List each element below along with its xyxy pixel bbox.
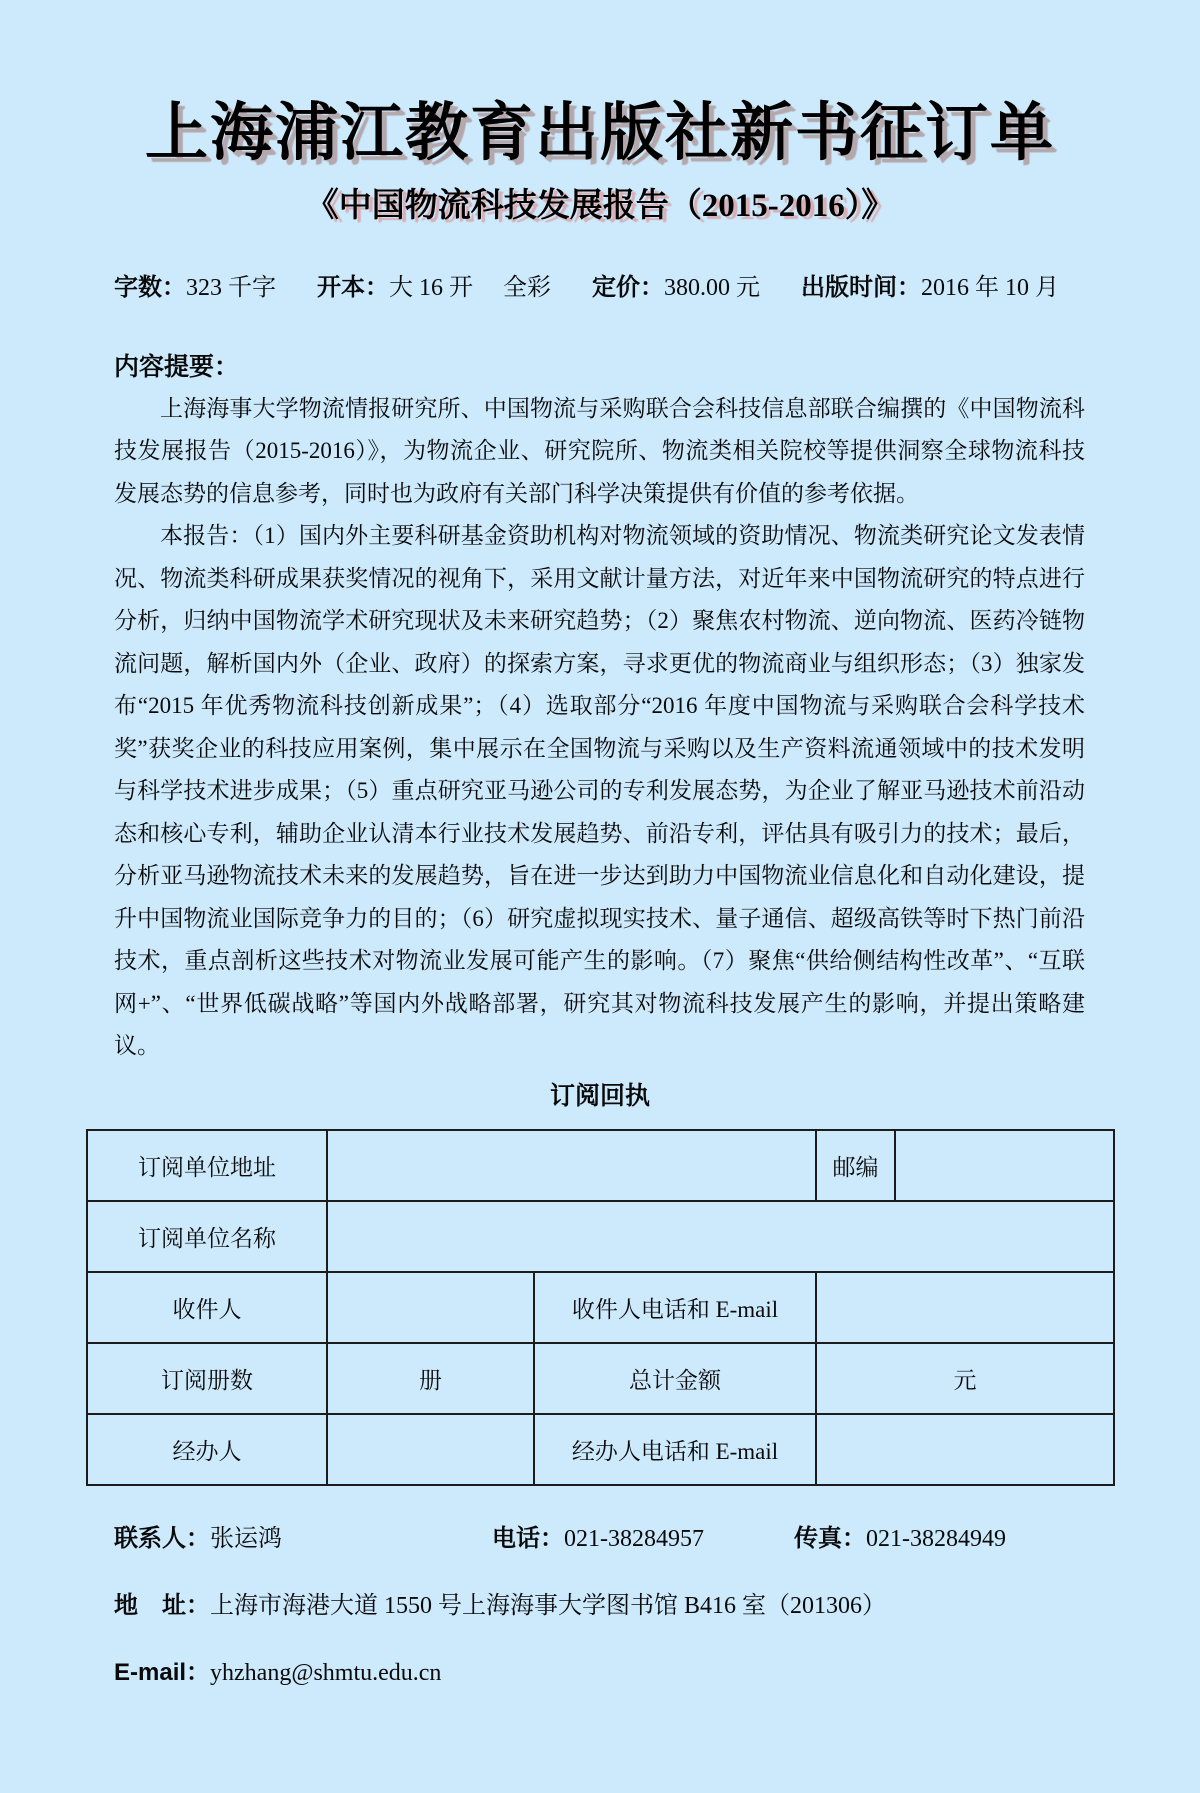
price-item bbox=[592, 267, 760, 302]
summary-heading: 内容提要： bbox=[114, 352, 240, 381]
contact-fax-label: 传真： bbox=[794, 1524, 866, 1552]
table-row-handler bbox=[87, 1414, 1114, 1485]
contact-person-label: 联系人： bbox=[114, 1524, 210, 1552]
contact-fax-value: 021-38284949 bbox=[866, 1525, 1006, 1552]
address-label-cell: 订阅单位地址 bbox=[87, 1130, 327, 1201]
quantity-input-cell[interactable]: 册 bbox=[327, 1343, 534, 1414]
postcode-label-cell: 邮编 bbox=[816, 1130, 895, 1201]
handler-label-cell: 经办人 bbox=[87, 1414, 327, 1485]
contact-phone-label: 电话： bbox=[492, 1524, 564, 1552]
price-label: 定价： bbox=[592, 273, 664, 301]
contact-email-label: E-mail： bbox=[114, 1658, 211, 1686]
recipient-input-cell[interactable] bbox=[327, 1272, 534, 1343]
table-row-quantity bbox=[87, 1343, 1114, 1414]
word-count-item bbox=[114, 267, 276, 302]
table-row-org-name bbox=[87, 1201, 1114, 1272]
handler-contact-input-cell[interactable] bbox=[816, 1414, 1114, 1485]
contact-fax-segment bbox=[794, 1522, 1006, 1556]
format-value: 大 16 开 bbox=[389, 274, 473, 301]
subscription-receipt-table bbox=[86, 1129, 1115, 1486]
total-input-cell[interactable]: 元 bbox=[816, 1343, 1114, 1414]
page-title: 上海浦江教育出版社新书征订单 bbox=[145, 98, 1055, 168]
format-item bbox=[317, 267, 551, 302]
contact-address-value: 上海市海港大道 1550 号上海海事大学图书馆 B416 室（201306） bbox=[210, 1592, 887, 1619]
price-value: 380.00 元 bbox=[664, 274, 760, 301]
contact-row-address bbox=[114, 1589, 1085, 1623]
quantity-label-cell: 订阅册数 bbox=[87, 1343, 327, 1414]
org-name-label-cell: 订阅单位名称 bbox=[87, 1201, 327, 1272]
content-summary-section bbox=[114, 352, 1085, 1068]
handler-contact-label-cell: 经办人电话和 E-mail bbox=[534, 1414, 816, 1485]
publish-date-value: 2016 年 10 月 bbox=[921, 274, 1059, 301]
postcode-input-cell[interactable] bbox=[895, 1130, 1114, 1201]
summary-paragraph-1: 上海海事大学物流情报研究所、中国物流与采购联合会科技信息部联合编撰的《中国物流科技发展报告（2015-2016）》，为物流企业、研究院所、物流类相关院校等提供洞察全球物流科技发展态势的信息参考，同时也为政府有关部门科学决策提供有价值的参考依据。 bbox=[114, 395, 1085, 506]
contact-address-segment bbox=[114, 1589, 886, 1623]
book-title: 《中国物流科技发展报告（2015-2016）》 bbox=[305, 187, 895, 224]
recipient-label-cell: 收件人 bbox=[87, 1272, 327, 1343]
table-row-address bbox=[87, 1130, 1114, 1201]
contact-person-segment bbox=[114, 1522, 492, 1556]
contact-address-label: 地 址： bbox=[114, 1591, 210, 1619]
contact-email-segment bbox=[114, 1656, 441, 1690]
publish-date-label: 出版时间： bbox=[801, 273, 921, 301]
contact-phone-segment bbox=[492, 1522, 794, 1556]
recipient-contact-input-cell[interactable] bbox=[816, 1272, 1114, 1343]
publish-date-item bbox=[801, 267, 1059, 302]
table-row-recipient bbox=[87, 1272, 1114, 1343]
color-spec-value: 全彩 bbox=[503, 274, 551, 301]
contact-row-email bbox=[114, 1656, 1085, 1690]
word-count-label: 字数： bbox=[114, 273, 186, 301]
subscription-receipt-table-wrap bbox=[86, 1129, 1113, 1486]
contact-email-value: yhzhang@shmtu.edu.cn bbox=[210, 1659, 442, 1686]
order-form-document bbox=[0, 96, 1200, 1793]
format-label: 开本： bbox=[317, 273, 389, 301]
org-name-input-cell[interactable] bbox=[327, 1201, 1114, 1272]
handler-input-cell[interactable] bbox=[327, 1414, 534, 1485]
contact-person-value: 张运鸿 bbox=[210, 1525, 282, 1552]
summary-paragraph-2: 本报告：（1）国内外主要科研基金资助机构对物流领域的资助情况、物流类研究论文发表情况、物流类科研成果获奖情况的视角下，采用文献计量方法，对近年来中国物流研究的特点进行分析，归纳中国物流学术研究现状及未来研究趋势；（2）聚焦农村物流、逆向物流、医药冷链物流问题，解析国内外（企业、政府）的探索方案，寻求更优的物流商业与组织形态；（3）独家发布“2015 年优秀物流科技创新成果”；（4）选取部分“2016 年度中国物流与采购联合会科学技术奖”获奖企业的科技应用案例，集中展示在全国物流与采购以及生产资料流通领域中的技术发明与科学技术进步成果；（5）重点研究亚马逊公司的专利发展态势，为企业了解亚马逊技术前沿动态和核心专利，辅助企业认清本行业技术发展趋势、前沿专利，评估具有吸引力的技术；最后，分析亚马逊物流技术未来的发展趋势，旨在进一步达到助力中国物流业信息化和自动化建设，提升中国物流业国际竞争力的目的；（6）研究虚拟现实技术、量子通信、超级高铁等时下热门前沿技术，重点剖析这些技术对物流业发展可能产生的影响。（7）聚焦“供给侧结构性改革”、“互联网+”、“世界低碳战略”等国内外战略部署，研究其对物流科技发展产生的影响，并提出策略建议。 bbox=[114, 523, 1085, 1059]
subscription-receipt-heading: 订阅回执 bbox=[549, 1082, 650, 1110]
total-label-cell: 总计金额 bbox=[534, 1343, 816, 1414]
book-info-line bbox=[114, 267, 1085, 302]
word-count-value: 323 千字 bbox=[186, 274, 276, 301]
contact-phone-value: 021-38284957 bbox=[564, 1525, 704, 1552]
recipient-contact-label-cell: 收件人电话和 E-mail bbox=[534, 1272, 816, 1343]
address-input-cell[interactable] bbox=[327, 1130, 816, 1201]
contact-info-section bbox=[114, 1522, 1085, 1690]
contact-row-person-phone-fax bbox=[114, 1522, 1085, 1556]
